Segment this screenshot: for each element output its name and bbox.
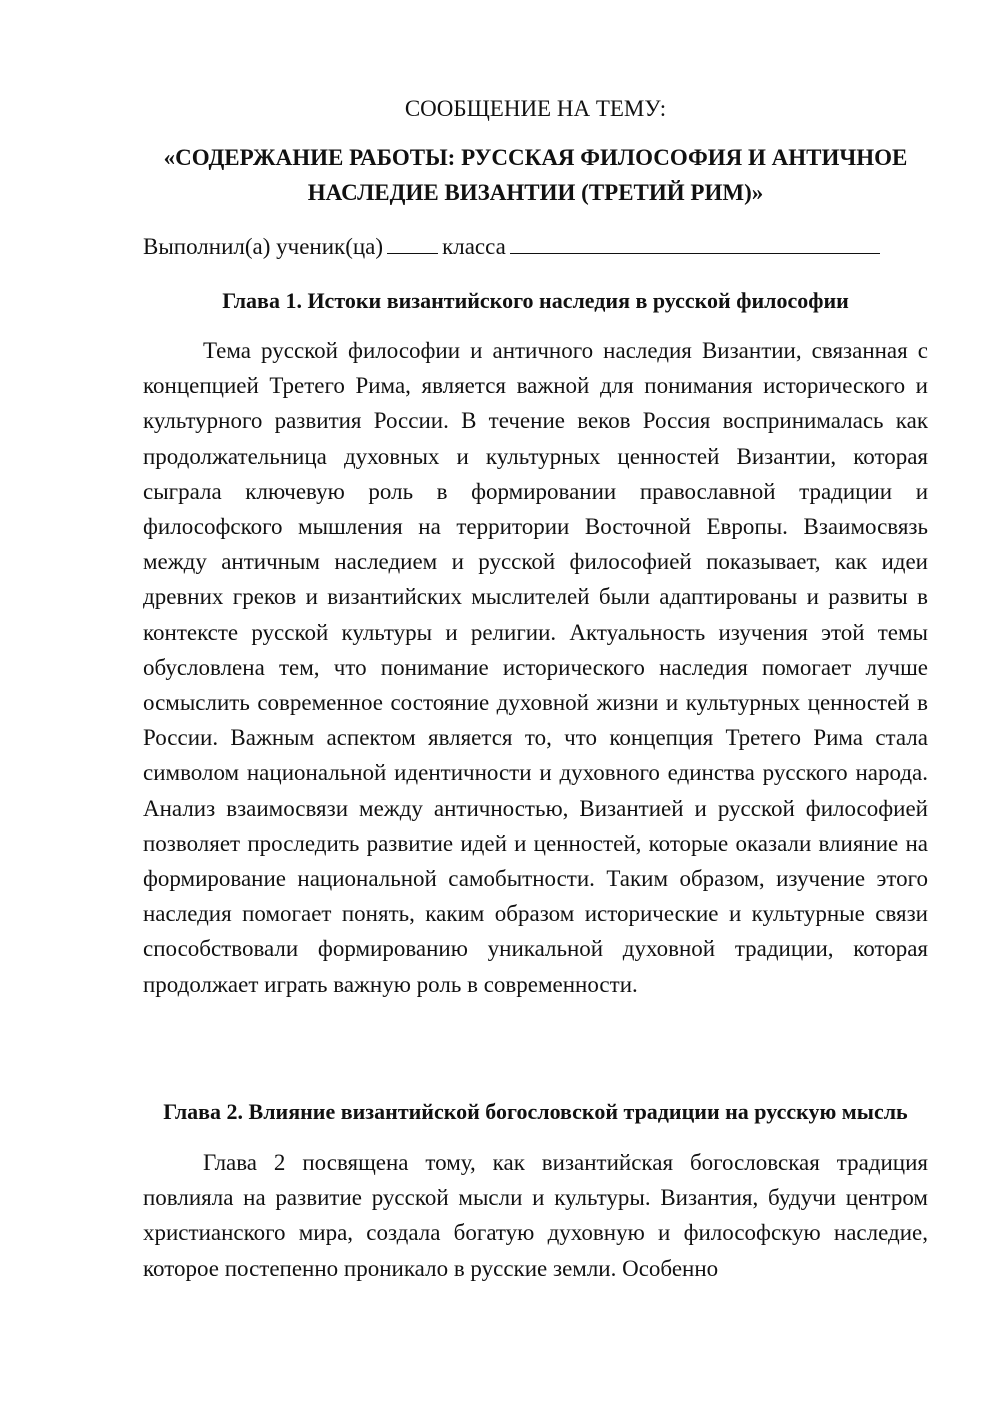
topic-line: СООБЩЕНИЕ НА ТЕМУ: (404, 96, 667, 121)
author-label: Выполнил(а) ученик(ца) (143, 234, 384, 259)
student-name-blank (510, 231, 880, 254)
chapter-1-paragraph: Тема русской философии и античного наследия Византии, связанная с концепцией Третего Рима, является важной для понимания исторического и культурного развития России. В течение веков Россия воспринималась как продолжательница духовных и культурных ценностей Византии, которая сыграла ключевую роль в формировании православной традиции и философского мышления на территории Восточной Европы. Взаимосвязь между античным наследием и русской философией показывает, как идеи древних греков и византийских мыслителей были адаптированы и развиты в контексте русской культуры и религии. Актуальность изучения этой темы обусловлена тем, что понимание исторического наследия помогает лучше осмыслить современное состояние духовной жизни и культурных ценностей в России. Важным аспектом является то, что концепция Третего Рима стала символом национальной идентичности и духовного единства русского народа. Анализ взаимосвязи между античностью, Византией и русской философией позволяет проследить развитие идей и ценностей, которые оказали влияние на формирование национальной самобытности. Таким образом, изучение этого наследия помогает понять, каким образом исторические и культурные связи способствовали формированию уникальной духовной традиции, которая продолжает играть важную роль в современности. (143, 338, 928, 997)
class-label: класса (442, 234, 506, 259)
author-line (143, 230, 928, 264)
chapter-2-heading: Глава 2. Влияние византийской богословской традиции на русскую мысль (163, 1099, 908, 1124)
class-number-blank (387, 231, 438, 254)
document-title: «СОДЕРЖАНИЕ РАБОТЫ: РУССКАЯ ФИЛОСОФИЯ И АНТИЧНОЕ НАСЛЕДИЕ ВИЗАНТИИ (ТРЕТИЙ РИМ)» (163, 145, 908, 205)
chapter-1-heading: Глава 1. Истоки византийского наследия в русской философии (222, 288, 849, 313)
chapter-2-paragraph: Глава 2 посвящена тому, как византийская богословская традиция повлияла на развитие русской мысли и культуры. Византия, будучи центром христианского мира, создала богатую духовную и философскую наследие, которое постепенно проникало в русские земли. Особенно (143, 1150, 928, 1281)
